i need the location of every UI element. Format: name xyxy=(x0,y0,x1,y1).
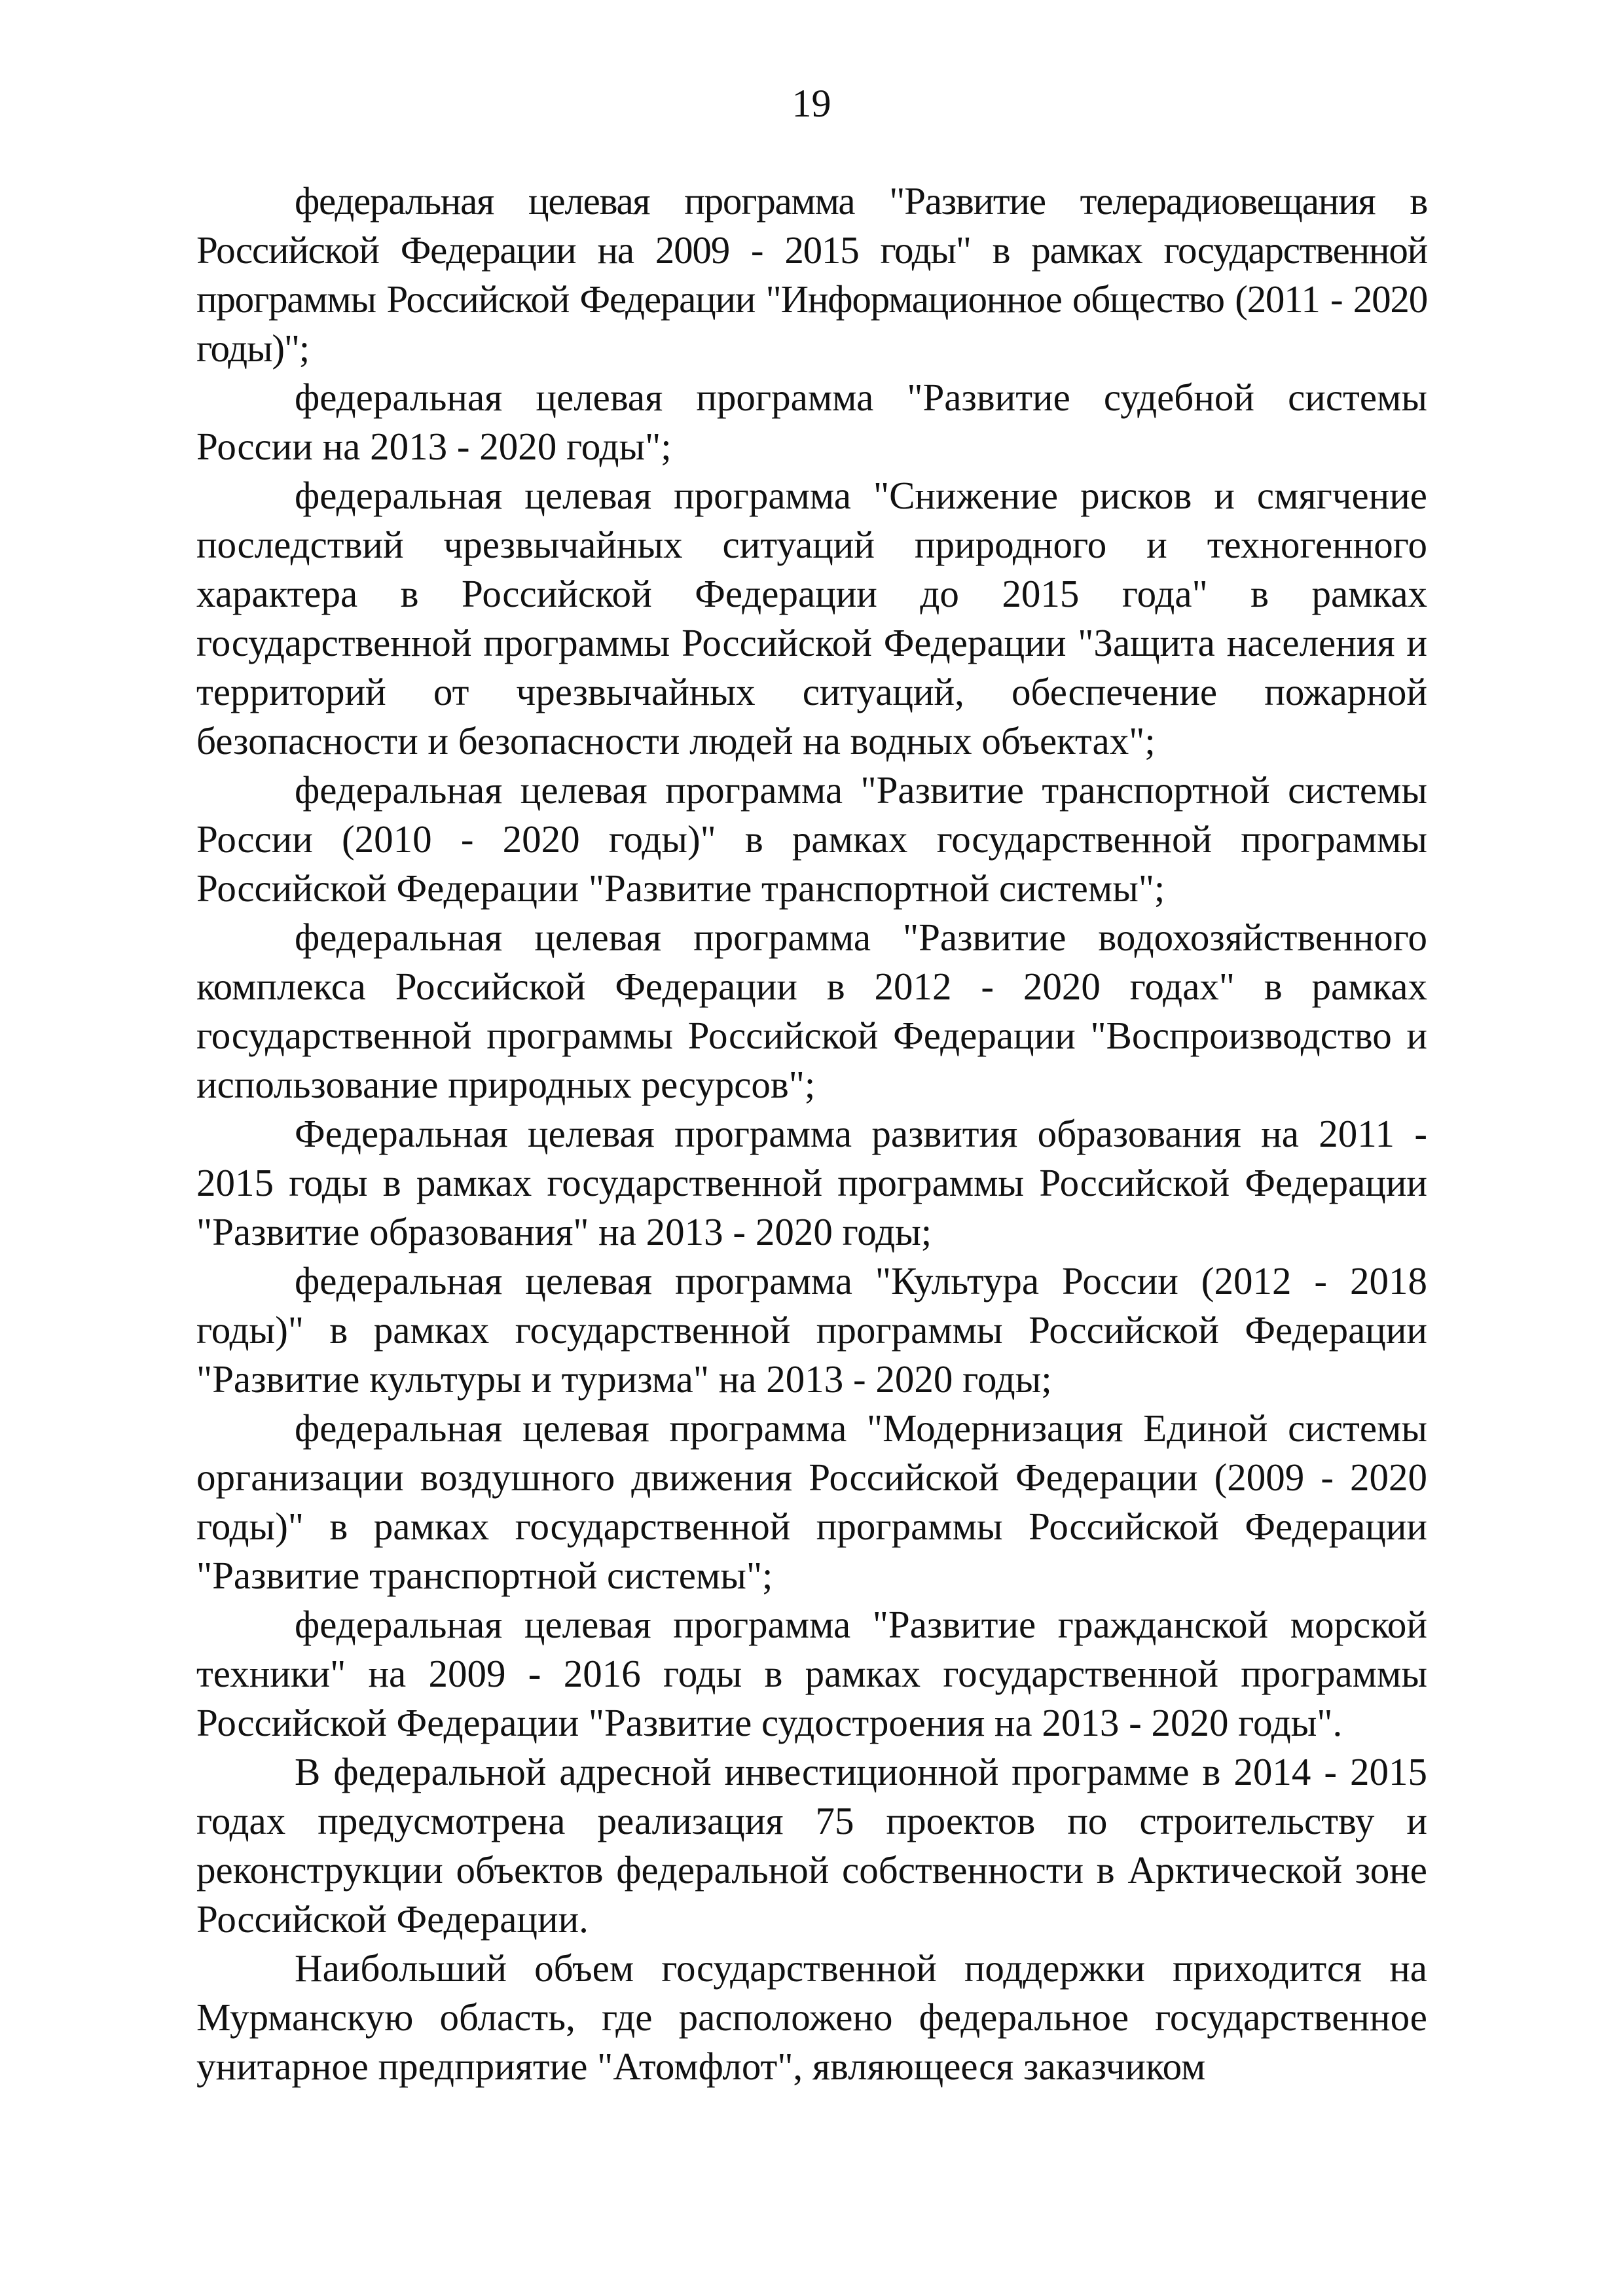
paragraph-program-air-traffic: федеральная целевая программа "Модернизация Единой системы организации воздушного движения Российской Федерации (2009 - 2020 годы)" в рамках государственной программы Российской Федерации "Развитие транспортной системы"; xyxy=(196,1407,1427,1597)
paragraph-program-emergency: федеральная целевая программа "Снижение рисков и смягчение последствий чрезвычайных ситуаций природного и техногенного характера в Российской Федерации до 2015 года" в рамках государственной программы Российской Федерации "Защита населения и территорий от чрезвычайных ситуаций, обеспечение пожарной безопасности и безопасности людей на водных объектах"; xyxy=(196,474,1427,762)
paragraph-program-education: Федеральная целевая программа развития образования на 2011 - 2015 годы в рамках государственной программы Российской Федерации "Развитие образования" на 2013 - 2020 годы; xyxy=(196,1112,1427,1253)
paragraph-investment-program: В федеральной адресной инвестиционной программе в 2014 - 2015 годах предусмотрена реализация 75 проектов по строительству и реконструкции объектов федеральной собственности в Арктической зоне Российской Федерации. xyxy=(196,1750,1427,1941)
page-number: 19 xyxy=(792,82,831,125)
paragraph-program-marine: федеральная целевая программа "Развитие гражданской морской техники" на 2009 - 2016 годы в рамках государственной программы Российской Федерации "Развитие судостроения на 2013 - 2020 годы". xyxy=(196,1603,1427,1744)
paragraph-program-culture: федеральная целевая программа "Культура России (2012 - 2018 годы)" в рамках государственной программы Российской Федерации "Развитие культуры и туризма" на 2013 - 2020 годы; xyxy=(196,1259,1427,1401)
paragraph-program-transport: федеральная целевая программа "Развитие транспортной системы России (2010 - 2020 годы)" в рамках государственной программы Российской Федерации "Развитие транспортной системы"; xyxy=(196,768,1427,910)
paragraph-program-teleradio: федеральная целевая программа "Развитие телерадиовещания в Российской Федерации на 2009 - 2015 годы" в рамках государственной программы Российской Федерации "Информационное общество (2011 - 2020 годы)"; xyxy=(196,179,1427,370)
paragraph-program-judicial: федеральная целевая программа "Развитие судебной системы России на 2013 - 2020 годы"; xyxy=(196,376,1427,468)
paragraph-state-support: Наибольший объем государственной поддержки приходится на Мурманскую область, где расположено федеральное государственное унитарное предприятие "Атомфлот", являющееся заказчиком xyxy=(196,1946,1427,2088)
document-body xyxy=(196,177,1427,2091)
paragraph-program-water: федеральная целевая программа "Развитие водохозяйственного комплекса Российской Федерации в 2012 - 2020 годах" в рамках государственной программы Российской Федерации "Воспроизводство и использование природных ресурсов"; xyxy=(196,916,1427,1106)
